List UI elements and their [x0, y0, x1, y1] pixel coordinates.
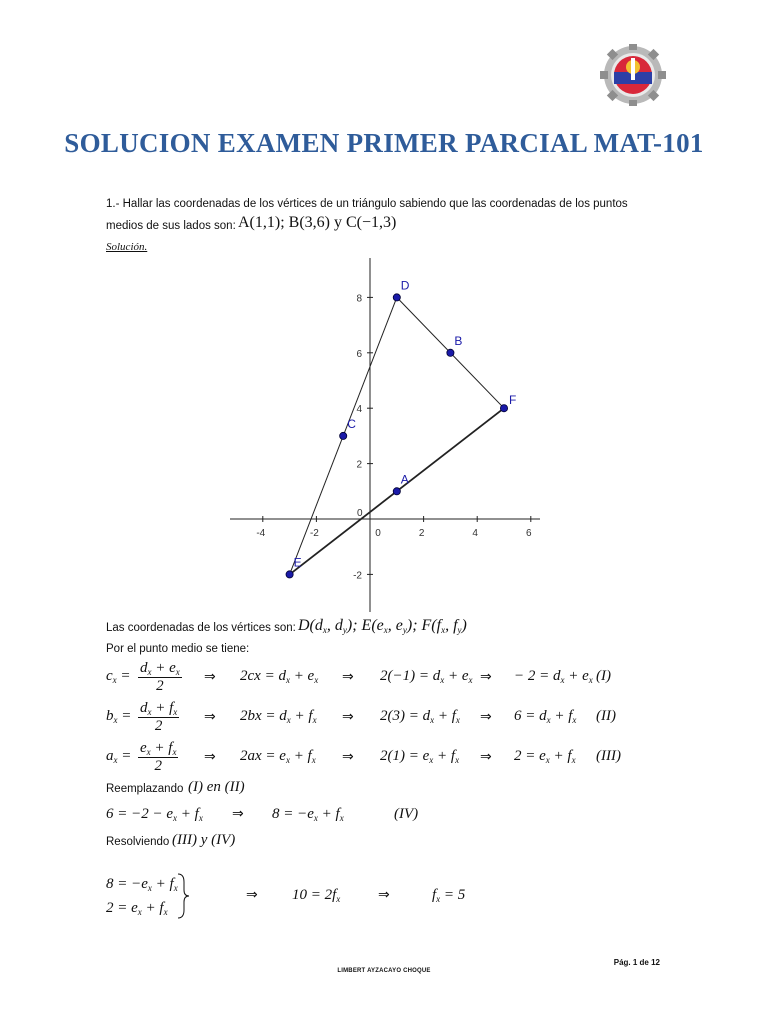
problem-intro-line2: medios de sus lados son: — [106, 220, 236, 232]
eq-step3: $2 = e_x + f_x$ — [514, 748, 576, 765]
eq-lhs: $b_x$ = — [106, 708, 132, 725]
point-marker — [500, 405, 507, 412]
implies-icon: ⇒ — [204, 749, 216, 765]
x-tick-label: 2 — [418, 528, 425, 539]
implies-icon: ⇒ — [342, 749, 354, 765]
eq-step3: − $2 = d_x + e_x$ — [514, 668, 593, 685]
implies-icon: ⇒ — [232, 806, 244, 822]
y-tick-label: 6 — [356, 348, 362, 360]
solve-text: Resolviendo — [106, 836, 170, 848]
implies-icon: ⇒ — [204, 669, 216, 685]
x-tick-label: -2 — [309, 528, 319, 539]
eq-fraction: $\frac{e_x + f_x}{2}$ — [140, 740, 177, 774]
implies-icon: ⇒ — [342, 669, 354, 685]
system-line1: $8 = -e_x + f_x$ — [106, 876, 178, 893]
point-label: A — [400, 472, 409, 487]
point-marker — [340, 432, 347, 439]
eq-step2: $2(-1) = d_x + e_x$ — [380, 668, 473, 685]
system-result1: $10 = 2f_x$ — [292, 887, 341, 904]
solution-label: Solución. — [106, 241, 148, 253]
eq-fraction: $\frac{d_x + e_x}{2}$ — [140, 660, 180, 694]
eq-tag: (I) — [596, 668, 611, 684]
eq4-tag: (IV) — [394, 806, 419, 822]
eq-lhs: $a_x$ = — [106, 748, 132, 765]
replace-math: (I) en (II) — [188, 779, 245, 795]
y-tick-label: 4 — [356, 404, 362, 416]
point-label: D — [400, 278, 410, 293]
point-label: C — [347, 416, 356, 431]
eq-step1: $2cx = d_x + e_x$ — [240, 668, 319, 685]
eq-tag: (III) — [596, 748, 621, 764]
midpoint-text: Por el punto medio se tiene: — [106, 643, 250, 655]
vertices-math: $D(d_x$, $d_y$); $E(e_x$, $e_y$); $F(f_x$, $f_y$) — [298, 617, 467, 635]
eq-step1: $2bx = d_x + f_x$ — [240, 708, 317, 725]
system-brace-icon — [176, 872, 192, 920]
implies-icon: ⇒ — [204, 709, 216, 725]
eq-step2: $2(1) = e_x + f_x$ — [380, 748, 460, 765]
eq4-right: $8 = -e_x + f_x$ — [272, 806, 344, 823]
eq-step2: $2(3) = d_x + f_x$ — [380, 708, 460, 725]
point-marker — [393, 294, 400, 301]
x-tick-label: -4 — [256, 528, 266, 539]
y-tick-label: -2 — [353, 570, 362, 582]
solve-math: (III) y (IV) — [172, 832, 236, 848]
y-tick-label: 2 — [356, 459, 362, 471]
eq-step1: $2ax = e_x + f_x$ — [240, 748, 316, 765]
implies-icon: ⇒ — [342, 709, 354, 725]
point-label: E — [293, 555, 302, 570]
y-tick-label: 8 — [356, 293, 362, 305]
eq-lhs: $c_x$ = — [106, 668, 131, 685]
system-line2: $2 = e_x + f_x$ — [106, 900, 168, 917]
author-name: LIMBERT AYZACAYO CHOQUE — [337, 968, 431, 974]
x-tick-label: 4 — [472, 528, 478, 539]
x-tick-label: 0 — [375, 528, 381, 539]
replace-text: Reemplazando — [106, 783, 184, 795]
implies-icon: ⇒ — [480, 709, 492, 725]
system-result2: $f_x = 5$ — [432, 887, 466, 904]
vertices-text: Las coordenadas de los vértices son: — [106, 622, 296, 634]
point-marker — [393, 488, 400, 495]
implies-icon: ⇒ — [480, 749, 492, 765]
eq4-left: $6 = -2 - e_x + f_x$ — [106, 806, 203, 823]
eq-step3: $6 = d_x + f_x$ — [514, 708, 577, 725]
point-marker — [286, 571, 293, 578]
x-tick-label: 6 — [526, 528, 532, 539]
point-marker — [447, 349, 454, 356]
implies-icon: ⇒ — [246, 887, 258, 903]
page-title: SOLUCION EXAMEN PRIMER PARCIAL MAT-101 — [64, 128, 704, 158]
implies-icon: ⇒ — [480, 669, 492, 685]
midpoints-math: A(1,1); B(3,6) y C(−1,3) — [238, 214, 397, 231]
eq-fraction: $\frac{d_x + f_x}{2}$ — [140, 700, 178, 734]
origin-label: 0 — [357, 508, 363, 519]
page-number: Pág. 1 de 12 — [613, 958, 660, 967]
problem-intro-line1: 1.- Hallar las coordenadas de los vértices de un triángulo sabiendo que las coordenadas de los puntos — [106, 198, 628, 210]
implies-icon: ⇒ — [378, 887, 390, 903]
eq-tag: (II) — [596, 708, 616, 724]
point-label: B — [454, 333, 463, 348]
point-label: F — [509, 393, 517, 408]
